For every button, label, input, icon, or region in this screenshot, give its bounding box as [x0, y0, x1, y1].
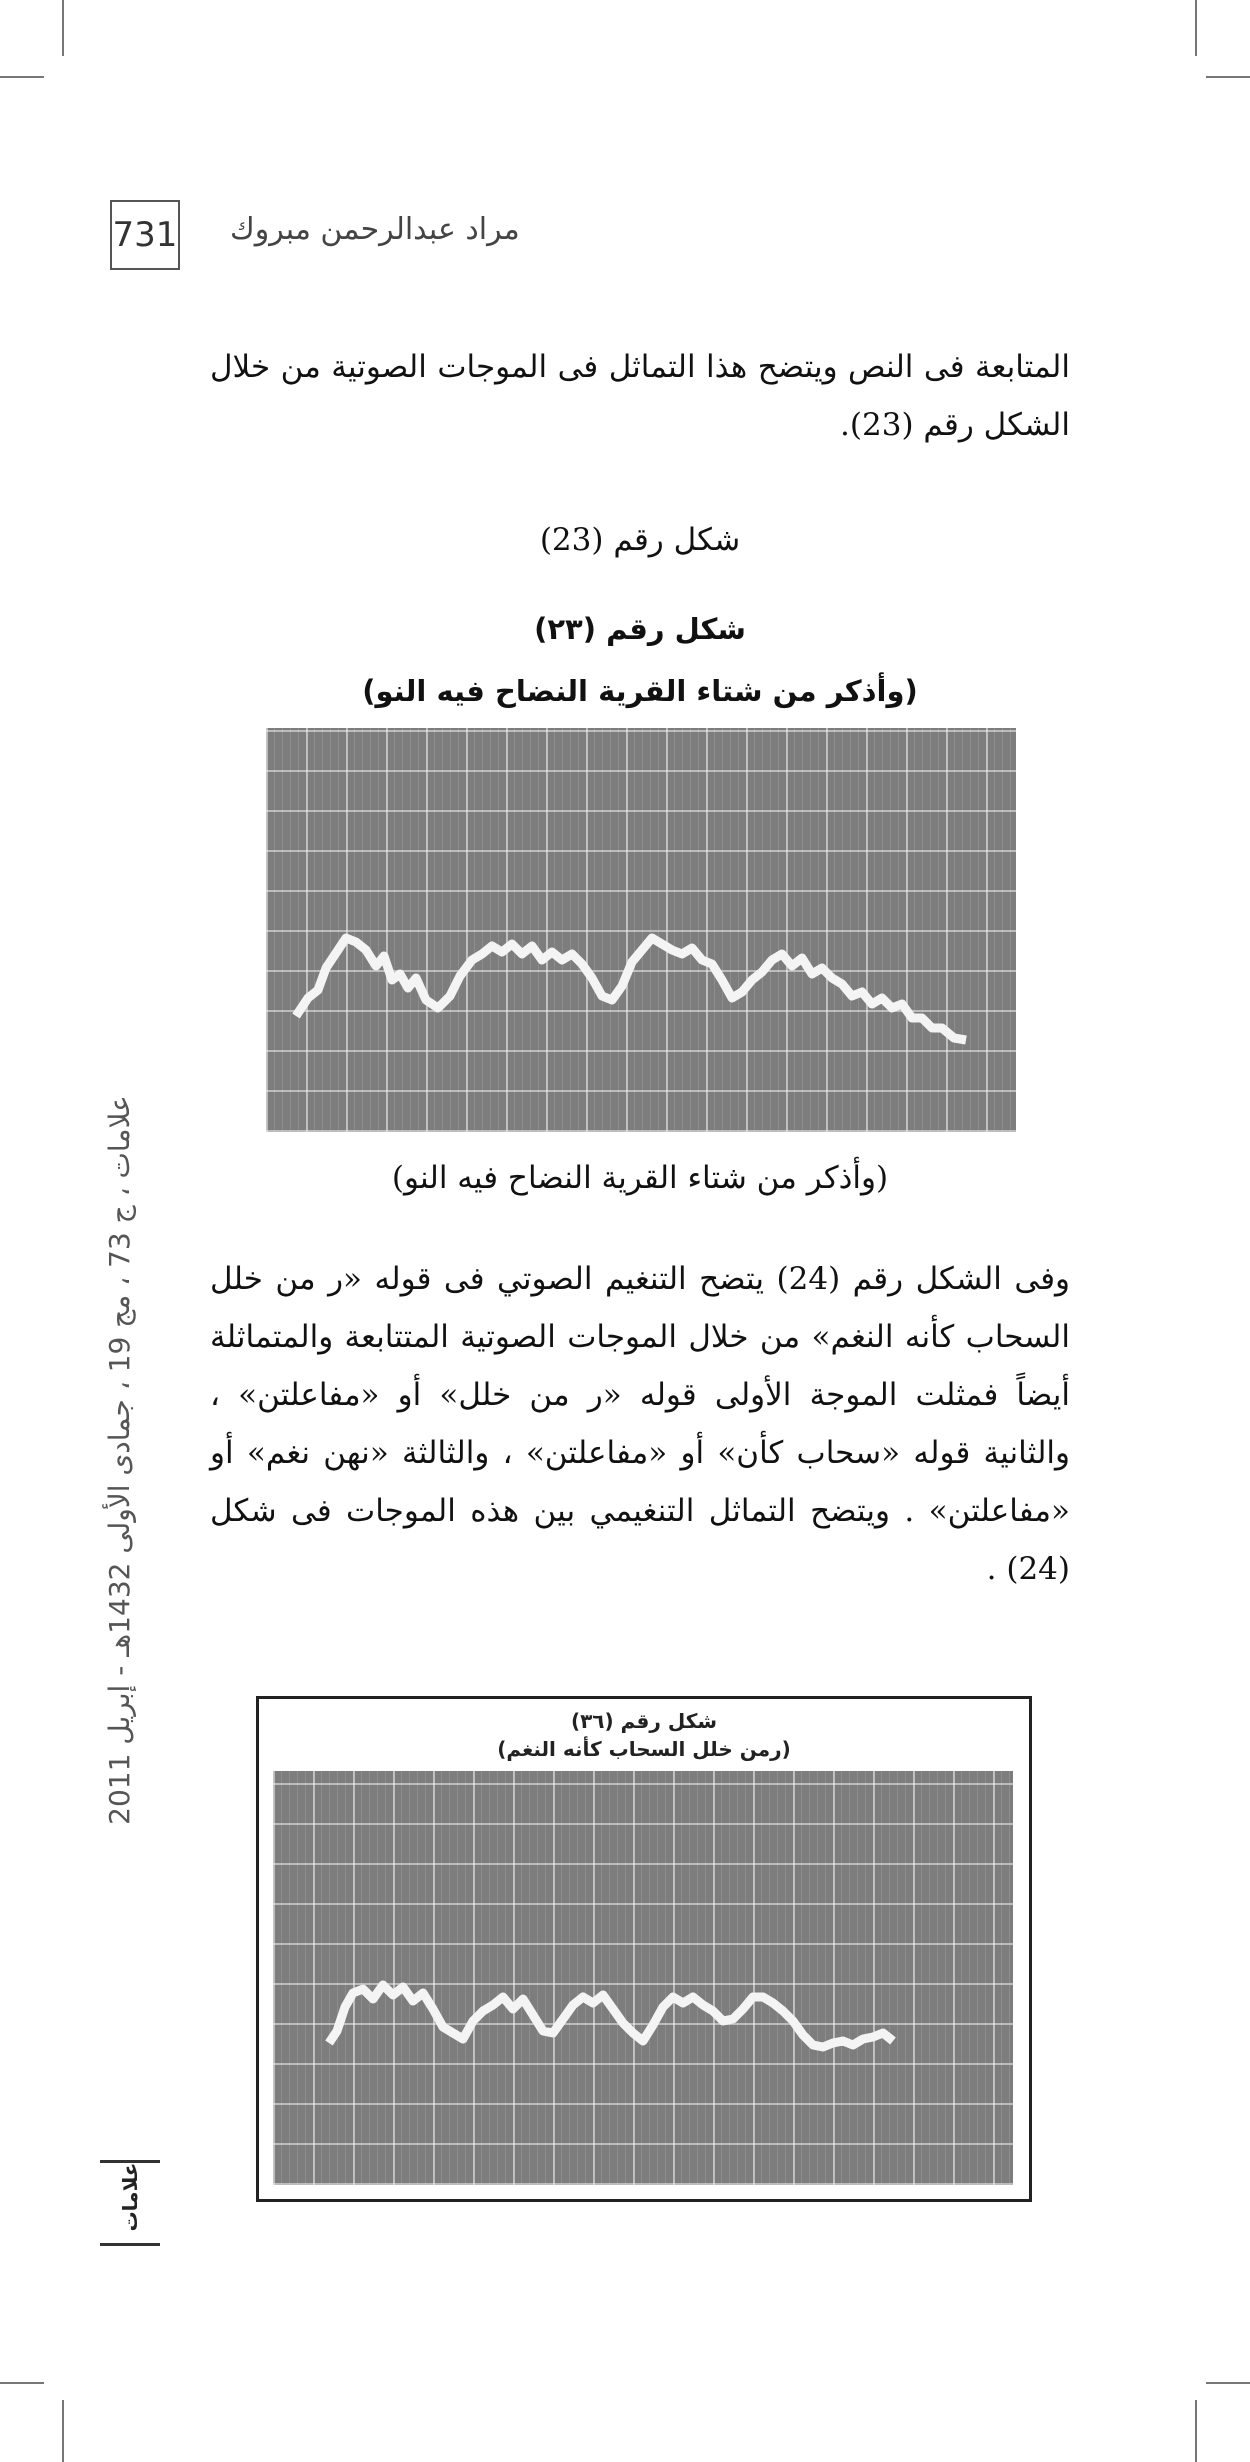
- figure-24-subtitle: (رمن خلل السحاب كأنه النغم): [497, 1737, 791, 1761]
- journal-info-sidebar: علامات ، ج 73 ، مج 19 ، جمادى الأولى 1432هـ - إبريل 2011: [103, 1095, 136, 1825]
- crop-mark: [1206, 76, 1250, 78]
- figure-23-title: شكل رقم (٢٣): [534, 612, 746, 646]
- crop-mark: [62, 2400, 64, 2462]
- running-head-author: مراد عبدالرحمن مبروك: [230, 212, 520, 247]
- waveform-24: [329, 1985, 893, 2047]
- crop-mark: [1195, 0, 1197, 56]
- waveform-23-svg: [266, 728, 1016, 1132]
- crop-mark: [62, 0, 64, 56]
- journal-logo-text: علامات: [118, 2162, 142, 2232]
- figure-23-caption-above: شكل رقم (23): [539, 522, 741, 558]
- figure-23-oscillogram: [266, 728, 1016, 1132]
- figure-24-oscillogram: [273, 1771, 1013, 2185]
- paragraph-1: المتابعة فى النص ويتضح هذا التماثل فى الموجات الصوتية من خلال الشكل رقم (23).: [210, 349, 1070, 443]
- figure-23-subtitle: (وأذكر من شتاء القرية النضاح فيه النو): [362, 674, 918, 708]
- waveform-23: [296, 938, 966, 1040]
- paragraph-2: وفى الشكل رقم (24) يتضح التنغيم الصوتي فى قوله «ر من خلل السحاب كأنه النغم» من خلال الموجات الصوتية المتتابعة والمتماثلة أيضاً فمثلت الموجة الأولى قوله «ر من خلل» أو «مفاعلتن» ، والثانية قوله «سحاب كأن» أو «مفاعلتن» ، والثالثة «نهن نغم» أو «مفاعلتن» . ويتضح التماثل التنغيمي بين هذه الموجات فى شكل (24) .: [210, 1261, 1071, 1587]
- crop-mark: [1195, 2400, 1197, 2462]
- crop-mark: [0, 76, 44, 78]
- page-number: 731: [110, 200, 180, 270]
- crop-mark: [0, 2382, 44, 2384]
- figure-24-title: شكل رقم (٣٦): [570, 1709, 718, 1733]
- crop-mark: [1206, 2382, 1250, 2384]
- journal-logo: [100, 2160, 160, 2246]
- figure-23-caption-below: (وأذكر من شتاء القرية النضاح فيه النو): [391, 1160, 889, 1196]
- figure-24-frame: [256, 1696, 1032, 2202]
- waveform-24-svg: [273, 1771, 1013, 2185]
